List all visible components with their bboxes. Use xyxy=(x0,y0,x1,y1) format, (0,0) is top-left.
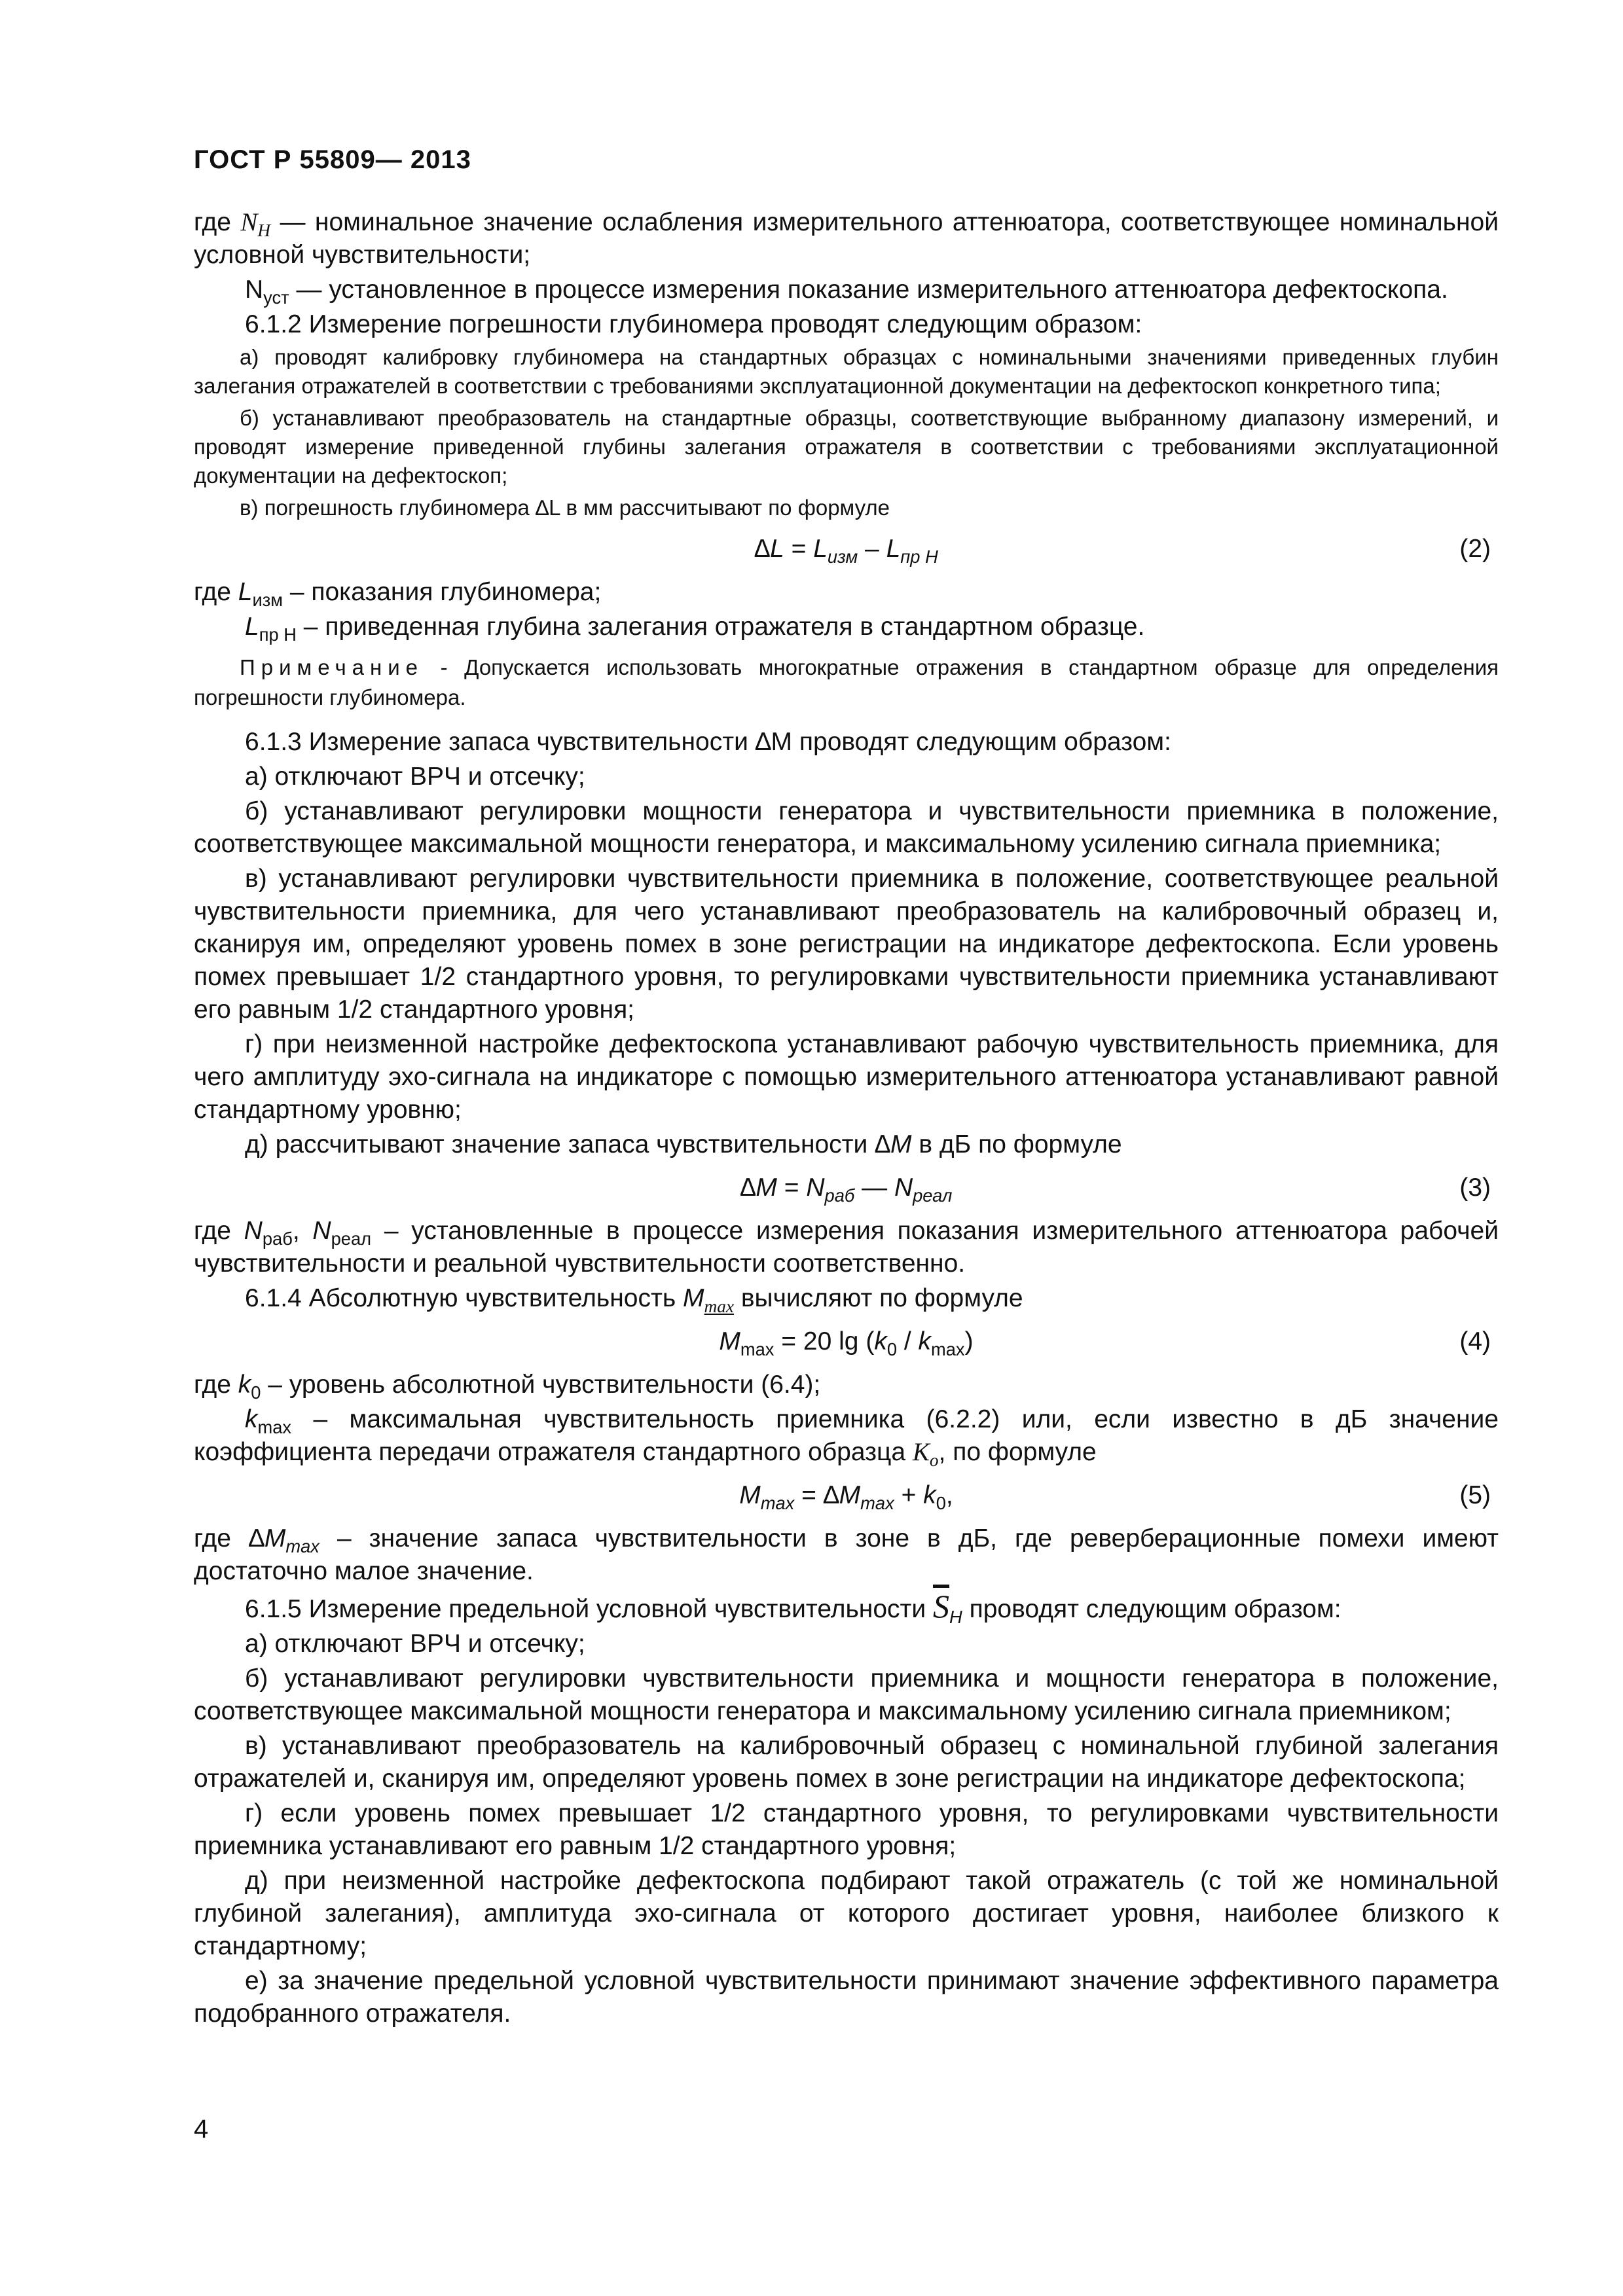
section-6-1-3-item-c: в) устанавливают регулировки чувствительности приемника в положение, соответствующее реальной чувствительности приемника, для чего устанавливают преобразователь на калибровочный образец и, сканируя им, определяют уровень помех в зоне регистрации на индикаторе дефектоскопа. Если уровень помех превышает 1/2 стандартного уровня, то регулировками чувствительности приемника устанавливают его равным 1/2 стандартного уровня; xyxy=(194,865,1499,1024)
paragraph-nh-definition: где $N_H$ — номинальное значение ослабления измерительного аттенюатора, соответствующее номинальной условной чувствительности; xyxy=(194,208,1499,269)
section-6-1-5-item-d: г) если уровень помех превышает 1/2 стандартного уровня, то регулировками чувствительности приемника устанавливают его равным 1/2 стандартного уровня; xyxy=(194,1799,1499,1860)
section-6-1-2-item-b: б) устанавливают преобразователь на стандартные образцы, соответствующие выбранному диапазону измерений, и проводят измерение приведенной глубины залегания отражателя в соответствии с требованиями эксплуатационной документации на дефектоскоп; xyxy=(194,406,1499,488)
section-6-1-2-item-a: а) проводят калибровку глубиномера на стандартных образцах с номинальными значениями приведенных глубин залегания отражателей в соответствии с требованиями эксплуатационной документации на дефектоскоп конкретного типа; xyxy=(194,345,1499,398)
formula-5-expression: $M_{max} = \Delta M_{max} + k_0$, xyxy=(739,1481,953,1513)
section-6-1-3-item-b: б) устанавливают регулировки мощности генератора и чувствительности приемника в положение, соответствующее максимальной мощности генератора, и максимальному усилению сигнала приемника; xyxy=(194,797,1499,858)
section-6-1-2-title: 6.1.2 Измерение погрешности глубиномера проводят следующим образом: xyxy=(245,310,1142,338)
formula-3-expression: $\Delta M = N_{раб}$ — $N_{реал}$ xyxy=(740,1174,953,1206)
section-6-1-5-item-b: б) устанавливают регулировки чувствительности приемника и мощности генератора в положение, соответствующее максимальной мощности генератора и максимальному усилению сигнала приемником; xyxy=(194,1664,1499,1725)
note-text: - Допускается использовать многократные отражения в стандартном образце для определения погрешности глубиномера. xyxy=(194,655,1499,709)
formula-2 xyxy=(194,533,1499,571)
formula-2-number: (2) xyxy=(1459,535,1491,563)
section-6-1-5-item-a: а) отключают ВРЧ и отсечку; xyxy=(245,1630,585,1658)
section-6-1-5-item-e: д) при неизменной настройке дефектоскопа подбирают такой отражатель (с той же номинальной глубиной залегания), амплитуда эхо-сигнала от которого достигает уровня, наиболее близкого к стандартному; xyxy=(194,1867,1499,1960)
paragraph-nust-definition: $N_{уст}$ — установленное в процессе измерения показание измерительного аттенюатора дефектоскопа. xyxy=(245,276,1448,308)
formula-4 xyxy=(194,1325,1499,1363)
formula-3-where: где $N_{раб}$, $N_{реал}$ – установленные в процессе измерения показания измерительного аттенюатора рабочей чувствительности и реальной чувствительности соответственно. xyxy=(194,1217,1499,1278)
note-label: Примечание xyxy=(240,655,424,679)
formula-2-where-l-pr: $L_{пр Н}$ – приведенная глубина залегания отражателя в стандартном образце. xyxy=(245,613,1145,645)
section-6-1-5-item-f: е) за значение предельной условной чувствительности принимают значение эффективного параметра подобранного отражателя. xyxy=(194,1967,1499,2028)
section-6-1-2-item-c: в) погрешность глубиномера ∆L в мм рассчитывают по формуле xyxy=(240,495,890,520)
formula-2-where-l-izm: где $L_{изм}$ – показания глубиномера; xyxy=(194,578,602,610)
formula-5 xyxy=(194,1479,1499,1517)
page-number: 4 xyxy=(194,2115,209,2144)
section-6-1-4-title: 6.1.4 Абсолютную чувствительность $M_{max}$ вычисляют по формуле xyxy=(245,1284,1023,1316)
section-6-1-3-item-e: д) рассчитывают значение запаса чувствительности ∆M в дБ по формуле xyxy=(245,1130,1122,1158)
formula-5-number: (5) xyxy=(1459,1481,1491,1509)
formula-4-where-k0: где $k_0$ – уровень абсолютной чувствительности (6.4); xyxy=(194,1371,821,1403)
formula-4-expression: $M_{max} = 20$ $\lg (k_0 / k_{max})$ xyxy=(719,1327,974,1359)
page-content xyxy=(194,206,1499,2032)
formula-5-where: где $\Delta M_{max}$ – значение запаса чувствительности в зоне в дБ, где реверберационные помехи имеют достаточно малое значение. xyxy=(194,1524,1499,1585)
section-6-1-5-item-c: в) устанавливают преобразователь на калибровочный образец с номинальной глубиной залегания отражателей и, сканируя им, определяют уровень помех в зоне регистрации на индикаторе дефектоскопа; xyxy=(194,1732,1499,1793)
section-6-1-5-title: 6.1.5 Измерение предельной условной чувствительности $\overline{S}_Н$ проводят следующим образом: xyxy=(245,1588,1341,1627)
section-6-1-3-item-a: а) отключают ВРЧ и отсечку; xyxy=(245,762,585,791)
formula-4-number: (4) xyxy=(1459,1327,1491,1355)
formula-4-where-kmax: $k_{max}$ – максимальная чувствительность приемника (6.2.2) или, если известно в дБ значение коэффициента передачи отражателя стандартного образца $K_o$, по формуле xyxy=(194,1405,1499,1470)
s-bar-symbol: $\overline{S}$ xyxy=(933,1588,950,1624)
formula-3 xyxy=(194,1172,1499,1210)
note-block xyxy=(194,653,1499,713)
section-6-1-3-item-d: г) при неизменной настройке дефектоскопа устанавливают рабочую чувствительность приемника, для чего амплитуду эхо-сигнала на индикаторе с помощью измерительного аттенюатора устанавливают равной стандартному уровню; xyxy=(194,1030,1499,1124)
formula-2-expression: $\Delta L = L_{изм} - L_{пр Н}$ xyxy=(754,535,938,567)
formula-3-number: (3) xyxy=(1459,1174,1491,1202)
section-6-1-3-title: 6.1.3 Измерение запаса чувствительности ∆М проводят следующим образом: xyxy=(245,728,1171,756)
page-header: ГОСТ Р 55809— 2013 xyxy=(194,145,471,174)
